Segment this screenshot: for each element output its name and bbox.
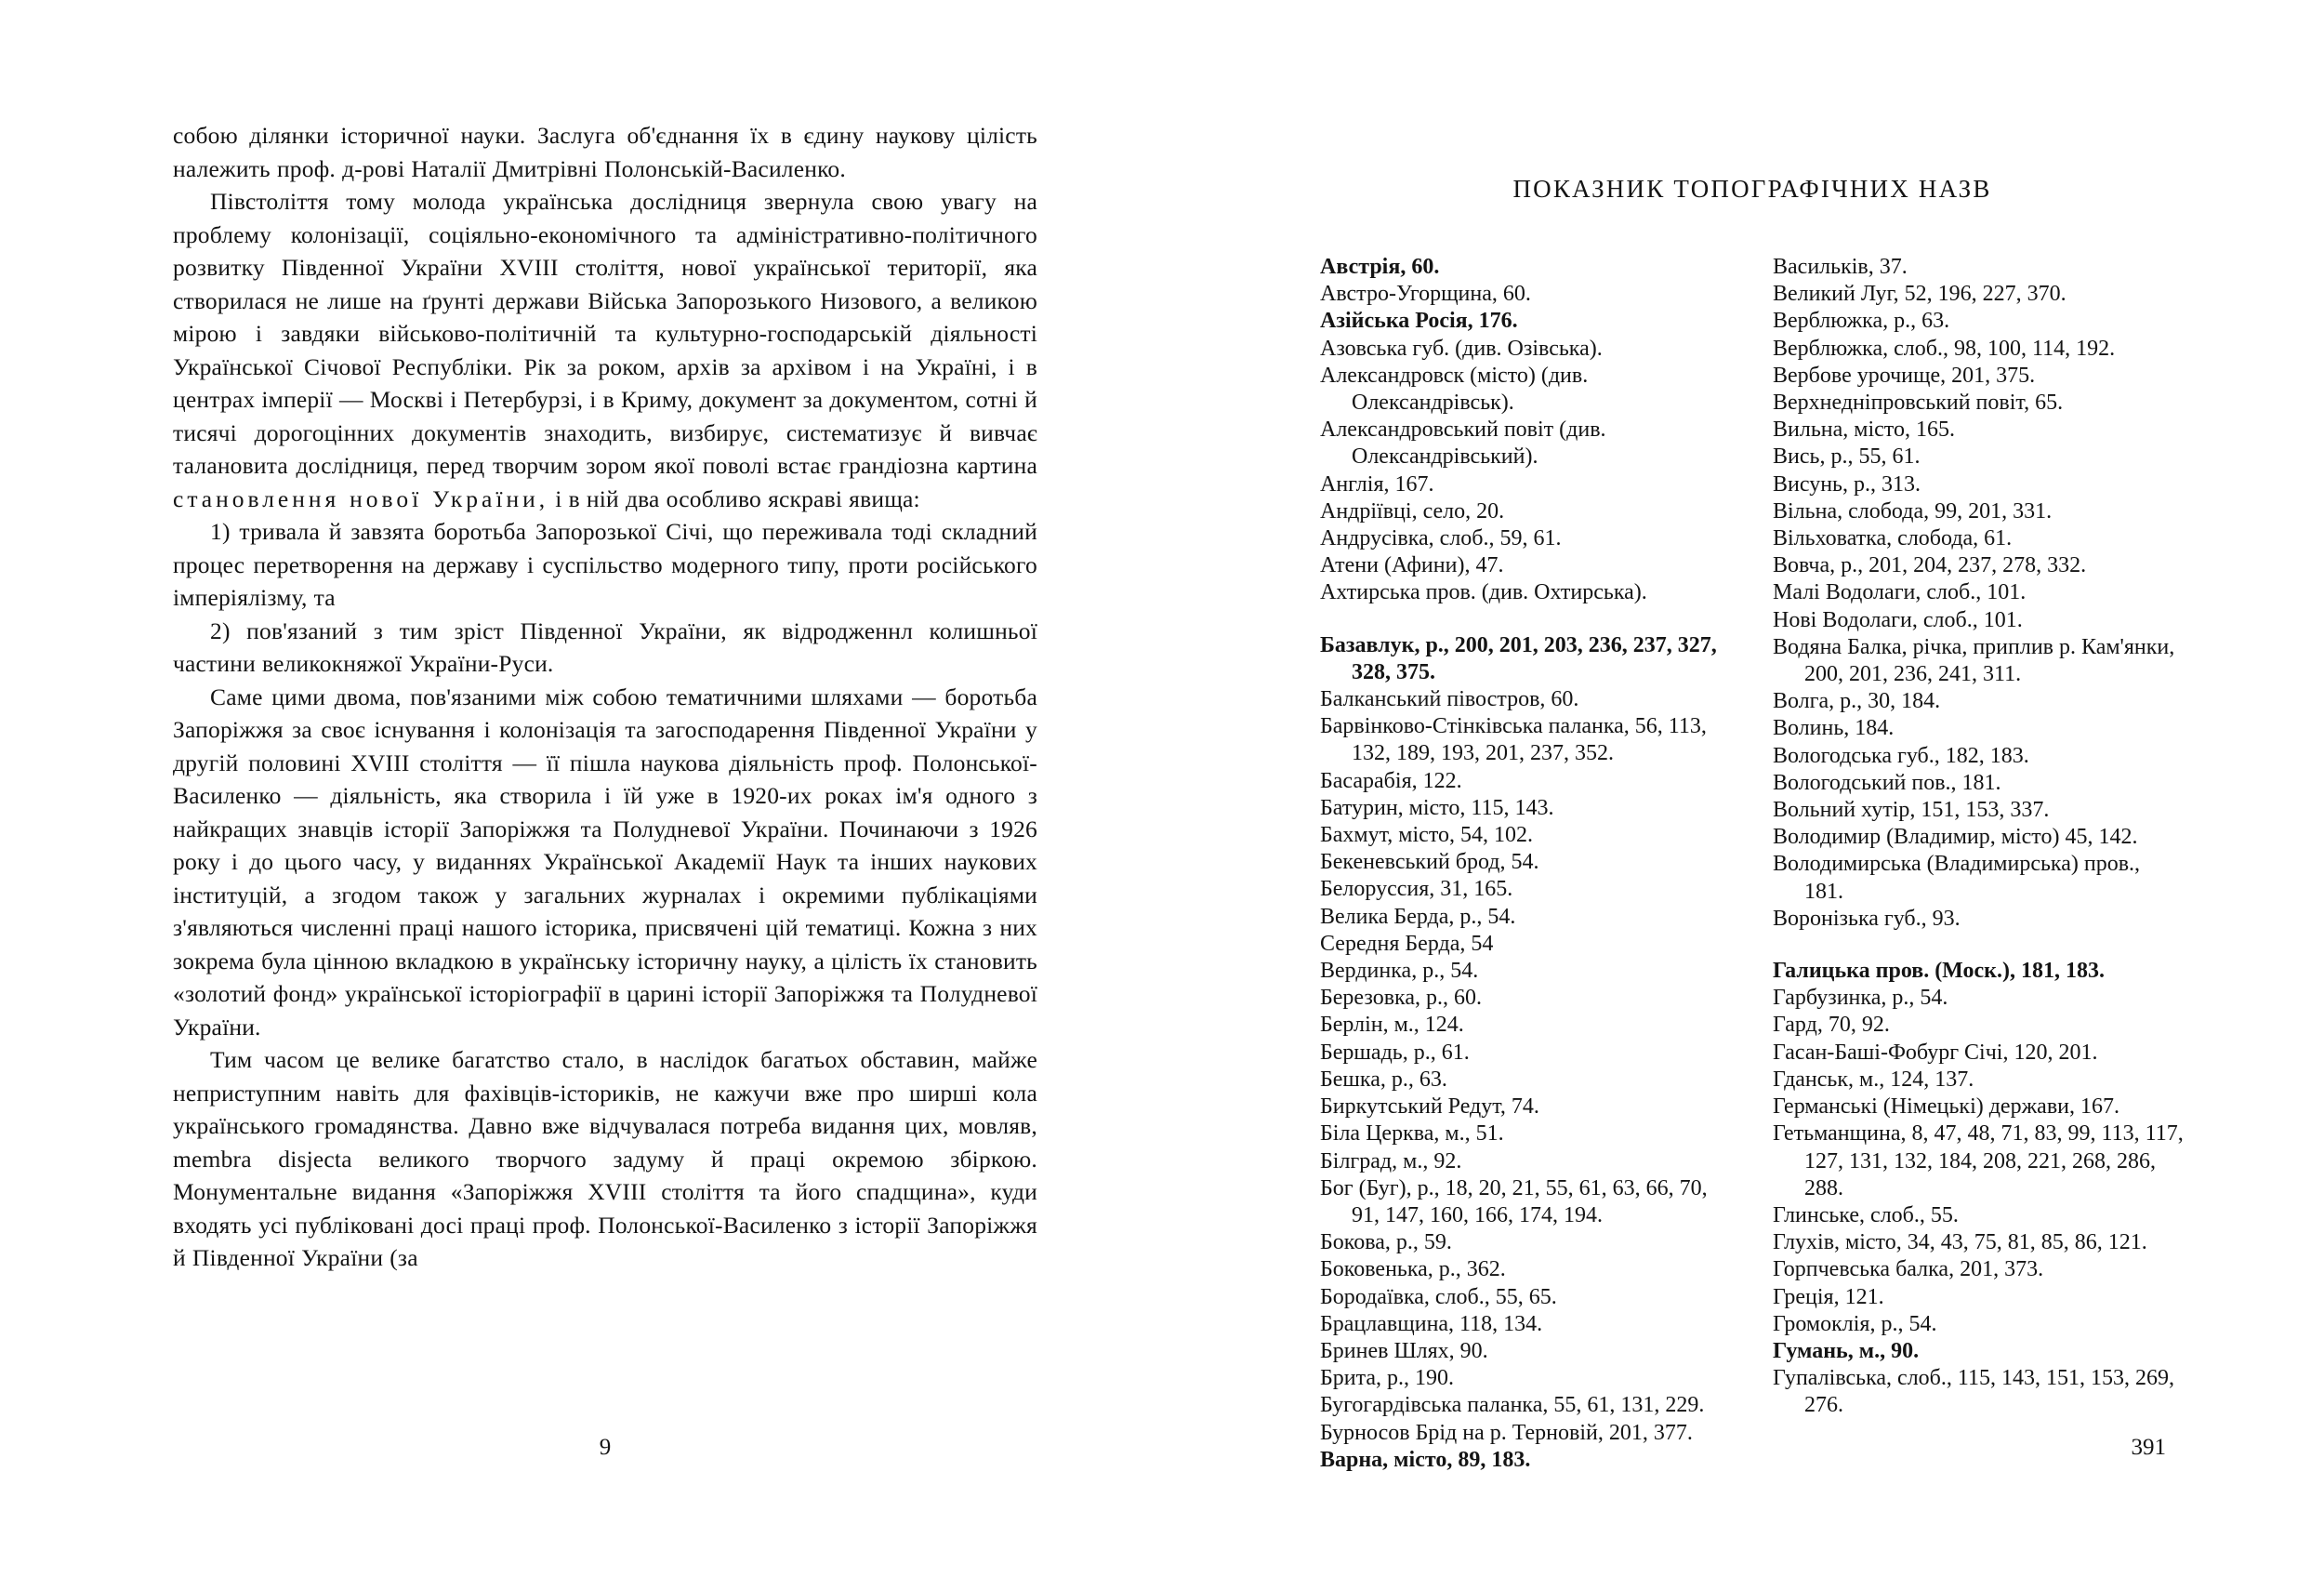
index-entry: Греція, 121. <box>1773 1284 1884 1309</box>
index-entry: Бородаївка, слоб., 55, 65. <box>1320 1284 1557 1309</box>
page-number: 391 <box>2131 1435 2166 1460</box>
index-entry: Вердинка, р., 54. <box>1320 959 1479 984</box>
index-entry: Батурин, місто, 115, 143. <box>1320 795 1554 820</box>
index-column-left <box>1320 254 1732 1474</box>
index-entry: Вись, р., 55, 61. <box>1773 444 1921 470</box>
index-entry: Гданськ, м., 124, 137. <box>1773 1067 1974 1092</box>
index-entry: Бешка, р., 63. <box>1320 1067 1447 1092</box>
index-entry: Малі Водолаги, слоб., 101. <box>1773 580 2027 605</box>
index-entry: Вологодський пов., 181. <box>1773 770 2001 795</box>
index-entry: Белоруссия, 31, 165. <box>1320 877 1513 902</box>
index-entry: Биркутський Редут, 74. <box>1320 1094 1539 1120</box>
index-entry: Атени (Афини), 47. <box>1320 553 1504 578</box>
index-entry: Германські (Німецькі) держави, 167. <box>1773 1094 2119 1120</box>
index-entry: Австрія, 60. <box>1320 255 1440 279</box>
index-entry: Австро-Угорщина, 60. <box>1320 282 1531 307</box>
index-entry: Глухів, місто, 34, 43, 75, 81, 85, 86, 121. <box>1773 1230 2147 1255</box>
index-entry: Гасан-Баші-Фобург Січі, 120, 201. <box>1773 1040 2098 1065</box>
index-entry: Бахмут, місто, 54, 102. <box>1320 823 1533 848</box>
paragraph: 2) пов'язаний з тим зріст Південної України, як відродженнл колишньої частини великокняжої України-Руси. <box>173 617 1037 677</box>
index-entry: Глинське, слоб., 55. <box>1773 1202 1959 1227</box>
index-entry: Андріївці, село, 20. <box>1320 498 1505 524</box>
index-entry: Бугогардівська паланка, 55, 61, 131, 229. <box>1320 1393 1705 1418</box>
index-entry: Водяна Балка, річка, приплив р. Кам'янки, 200, 201, 236, 241, 311. <box>1773 634 2175 687</box>
index-entry: Бокова, р., 59. <box>1320 1230 1452 1255</box>
index-entry: Андрусівка, слоб., 59, 61. <box>1320 526 1562 551</box>
index-entry: Александровск (місто) (див. Олександрівськ). <box>1320 363 1589 416</box>
index-entry: Володимирська (Владимирська) пров., 181. <box>1773 852 2141 904</box>
index-entry: Азійська Росія, 176. <box>1320 309 1518 334</box>
index-entry: Бекеневський брод, 54. <box>1320 850 1539 875</box>
left-page <box>173 119 1037 1514</box>
index-entry: Волинь, 184. <box>1773 716 1895 741</box>
index-entry: Бершадь, р., 61. <box>1320 1040 1470 1065</box>
index-entry: Балканський півостров, 60. <box>1320 687 1579 712</box>
emphasized-phrase: становлення нової України, <box>173 484 549 512</box>
index-entry: Брацлавщина, 118, 134. <box>1320 1311 1543 1336</box>
index-entry: Вильна, місто, 165. <box>1773 418 1955 443</box>
index-title: ПОКАЗНИК ТОПОГРАФІЧНИХ НАЗВ <box>1512 175 1992 203</box>
index-entry: Вільна, слобода, 99, 201, 331. <box>1773 498 2053 524</box>
paragraph: собою ділянки історичної науки. Заслуга об'єднання їх в єдину наукову цілість належить проф. д-рові Наталії Дмитрівні Полонській-Василенко. <box>173 122 1037 182</box>
paragraph: Саме цими двома, пов'язаними між собою тематичними шляхами — боротьба Запоріжжя за своє існування і колонізація та загосподарення Південної України у другій половині XVIII століття — її пішла наукова діяльність проф. Полонської-Василенко — діяльність, яка створила і їй уже в 1920-их роках ім'я одного з найкращих знавців історії Запоріжжя та Полудневої України. Починаючи з 1926 року і до цього часу, у виданнях Української Академії Наук та інших наукових інституцій, а згодом також у загальних журналах і окремими публікаціями з'являються численні праці нашого історика, присвячені цій тематиці. Кожна з них зокрема була цінною вкладкою в українську історичну науку, а цілість їх становить «золотий фонд» української історіографії в царині історії Запоріжжя та Полудневої України. <box>173 683 1037 1041</box>
index-entry: Вовча, р., 201, 204, 237, 278, 332. <box>1773 553 2087 578</box>
index-entry: Верхнедніпровський повіт, 65. <box>1773 391 2064 416</box>
index-column-right <box>1773 254 2185 1474</box>
index-entry: Барвінково-Стінківська паланка, 56, 113, 132, 189, 193, 201, 237, 352. <box>1320 714 1707 766</box>
index-entry: Горпчевська балка, 201, 373. <box>1773 1257 2044 1282</box>
index-entry: Бурносов Брід на р. Терновій, 201, 377. <box>1320 1420 1693 1445</box>
index-columns <box>1320 254 2185 1474</box>
paragraph: 1) тривала й завзята боротьба Запорозької Січі, що переживала тоді складний процес перетворення на державу і суспільство модерного типу, проти російського імперіялізму, та <box>173 518 1037 611</box>
paragraph <box>173 185 1037 515</box>
index-entry: Гарбузинка, р., 54. <box>1773 986 1948 1011</box>
index-group-separator <box>1320 607 1732 632</box>
paragraph: Тим часом це велике багатство стало, в наслідок багатьох обставин, майже неприступним навіть для фахівців-істориків, не кажучи вже про ширші кола українського громадянства. Давно вже відчувалася потреба видання цих, мовляв, membra disjecta великого творчого задуму й праці окремою збіркою. Монументальне видання «Запоріжжя XVIII століття та його спадщина», куди входять усі публіковані досі праці проф. Полонської-Василенко з історії Запоріжжя й Південної України (за <box>173 1046 1037 1271</box>
index-entry: Вільховатка, слобода, 61. <box>1773 526 2013 551</box>
index-entry: Васильків, 37. <box>1773 255 1908 279</box>
index-entry: Ахтирська пров. (див. Охтирська). <box>1320 580 1647 605</box>
index-entry: Біла Церква, м., 51. <box>1320 1121 1504 1147</box>
index-entry: Бринев Шлях, 90. <box>1320 1338 1488 1363</box>
index-entry: Нові Водолаги, слоб., 101. <box>1773 607 2023 632</box>
index-entry: Великий Луг, 52, 196, 227, 370. <box>1773 282 2067 307</box>
paragraph-tail: і в ній два особливо яскраві явища: <box>548 484 920 512</box>
index-entry: Вербове урочище, 201, 375. <box>1773 363 2036 388</box>
index-entry: Вольний хутір, 151, 153, 337. <box>1773 798 2050 823</box>
index-entry: Базавлук, р., 200, 201, 203, 236, 237, 327, 328, 375. <box>1320 632 1717 684</box>
page-number: 9 <box>599 1435 612 1460</box>
index-entry: Варна, місто, 89, 183. <box>1320 1447 1531 1472</box>
index-entry: Галицька пров. (Моск.), 181, 183. <box>1773 959 2105 984</box>
index-entry: Гетьманщина, 8, 47, 48, 71, 83, 99, 113, 117, 127, 131, 132, 184, 208, 221, 268, 286, 288. <box>1773 1121 2184 1200</box>
right-page <box>1320 119 2185 1514</box>
index-entry: Вологодська губ., 182, 183. <box>1773 743 2029 768</box>
index-entry: Бог (Буг), р., 18, 20, 21, 55, 61, 63, 66, 70, 91, 147, 160, 166, 174, 194. <box>1320 1175 1708 1227</box>
index-entry: Верблюжка, р., 63. <box>1773 309 1950 334</box>
index-entry: Громоклія, р., 54. <box>1773 1311 1937 1336</box>
paragraph-part: Півстоліття тому молода українська дослідниця звернула свою увагу на проблему колонізації, соціяльно-економічного та адміністративно-політичного розвитку Південної України XVIII століття, нової української території, яка створилася не лише на ґрунті держави Війська Запорозького Низового, а великою мірою і завдяки військово-політичній та культурно-господарській діяльності Української Січової Республіки. Рік за роком, архів за архівом і на Україні, і в центрах імперії — Москві і Петербурзі, і в Криму, документ за документом, сотні й тисячі дорогоцінних документів знаходить, визбирує, систематизує й вивчає талановита дослідниця, перед творчим зором якої поволі встає грандіозна картина <box>173 188 1037 479</box>
index-entry: Берлін, м., 124. <box>1320 1013 1464 1038</box>
index-entry: Володимир (Владимир, місто) 45, 142. <box>1773 825 2138 850</box>
index-entry: Басарабія, 122. <box>1320 768 1462 793</box>
index-group-separator <box>1773 933 2185 958</box>
index-entry: Висунь, р., 313. <box>1773 471 1921 497</box>
index-entry: Середня Берда, 54 <box>1320 931 1494 956</box>
index-entry: Воронізька губ., 93. <box>1773 906 1961 931</box>
index-entry: Верблюжка, слоб., 98, 100, 114, 192. <box>1773 336 2116 361</box>
index-entry: Гард, 70, 92. <box>1773 1013 1890 1038</box>
index-entry: Гумань, м., 90. <box>1773 1338 1920 1363</box>
index-entry: Гупалівська, слоб., 115, 143, 151, 153, 269, 276. <box>1773 1366 2174 1418</box>
index-entry: Боковенька, р., 362. <box>1320 1257 1506 1282</box>
index-entry: Волга, р., 30, 184. <box>1773 689 1941 714</box>
index-entry: Брита, р., 190. <box>1320 1366 1455 1391</box>
index-entry: Березовка, р., 60. <box>1320 986 1482 1011</box>
index-entry: Білград, м., 92. <box>1320 1148 1462 1173</box>
index-entry: Азовська губ. (див. Озівська). <box>1320 336 1603 361</box>
index-entry: Александровський повіт (див. Олександрівський). <box>1320 418 1606 470</box>
body-text <box>173 119 1037 1275</box>
index-entry: Велика Берда, р., 54. <box>1320 904 1516 929</box>
index-entry: Англія, 167. <box>1320 471 1434 497</box>
